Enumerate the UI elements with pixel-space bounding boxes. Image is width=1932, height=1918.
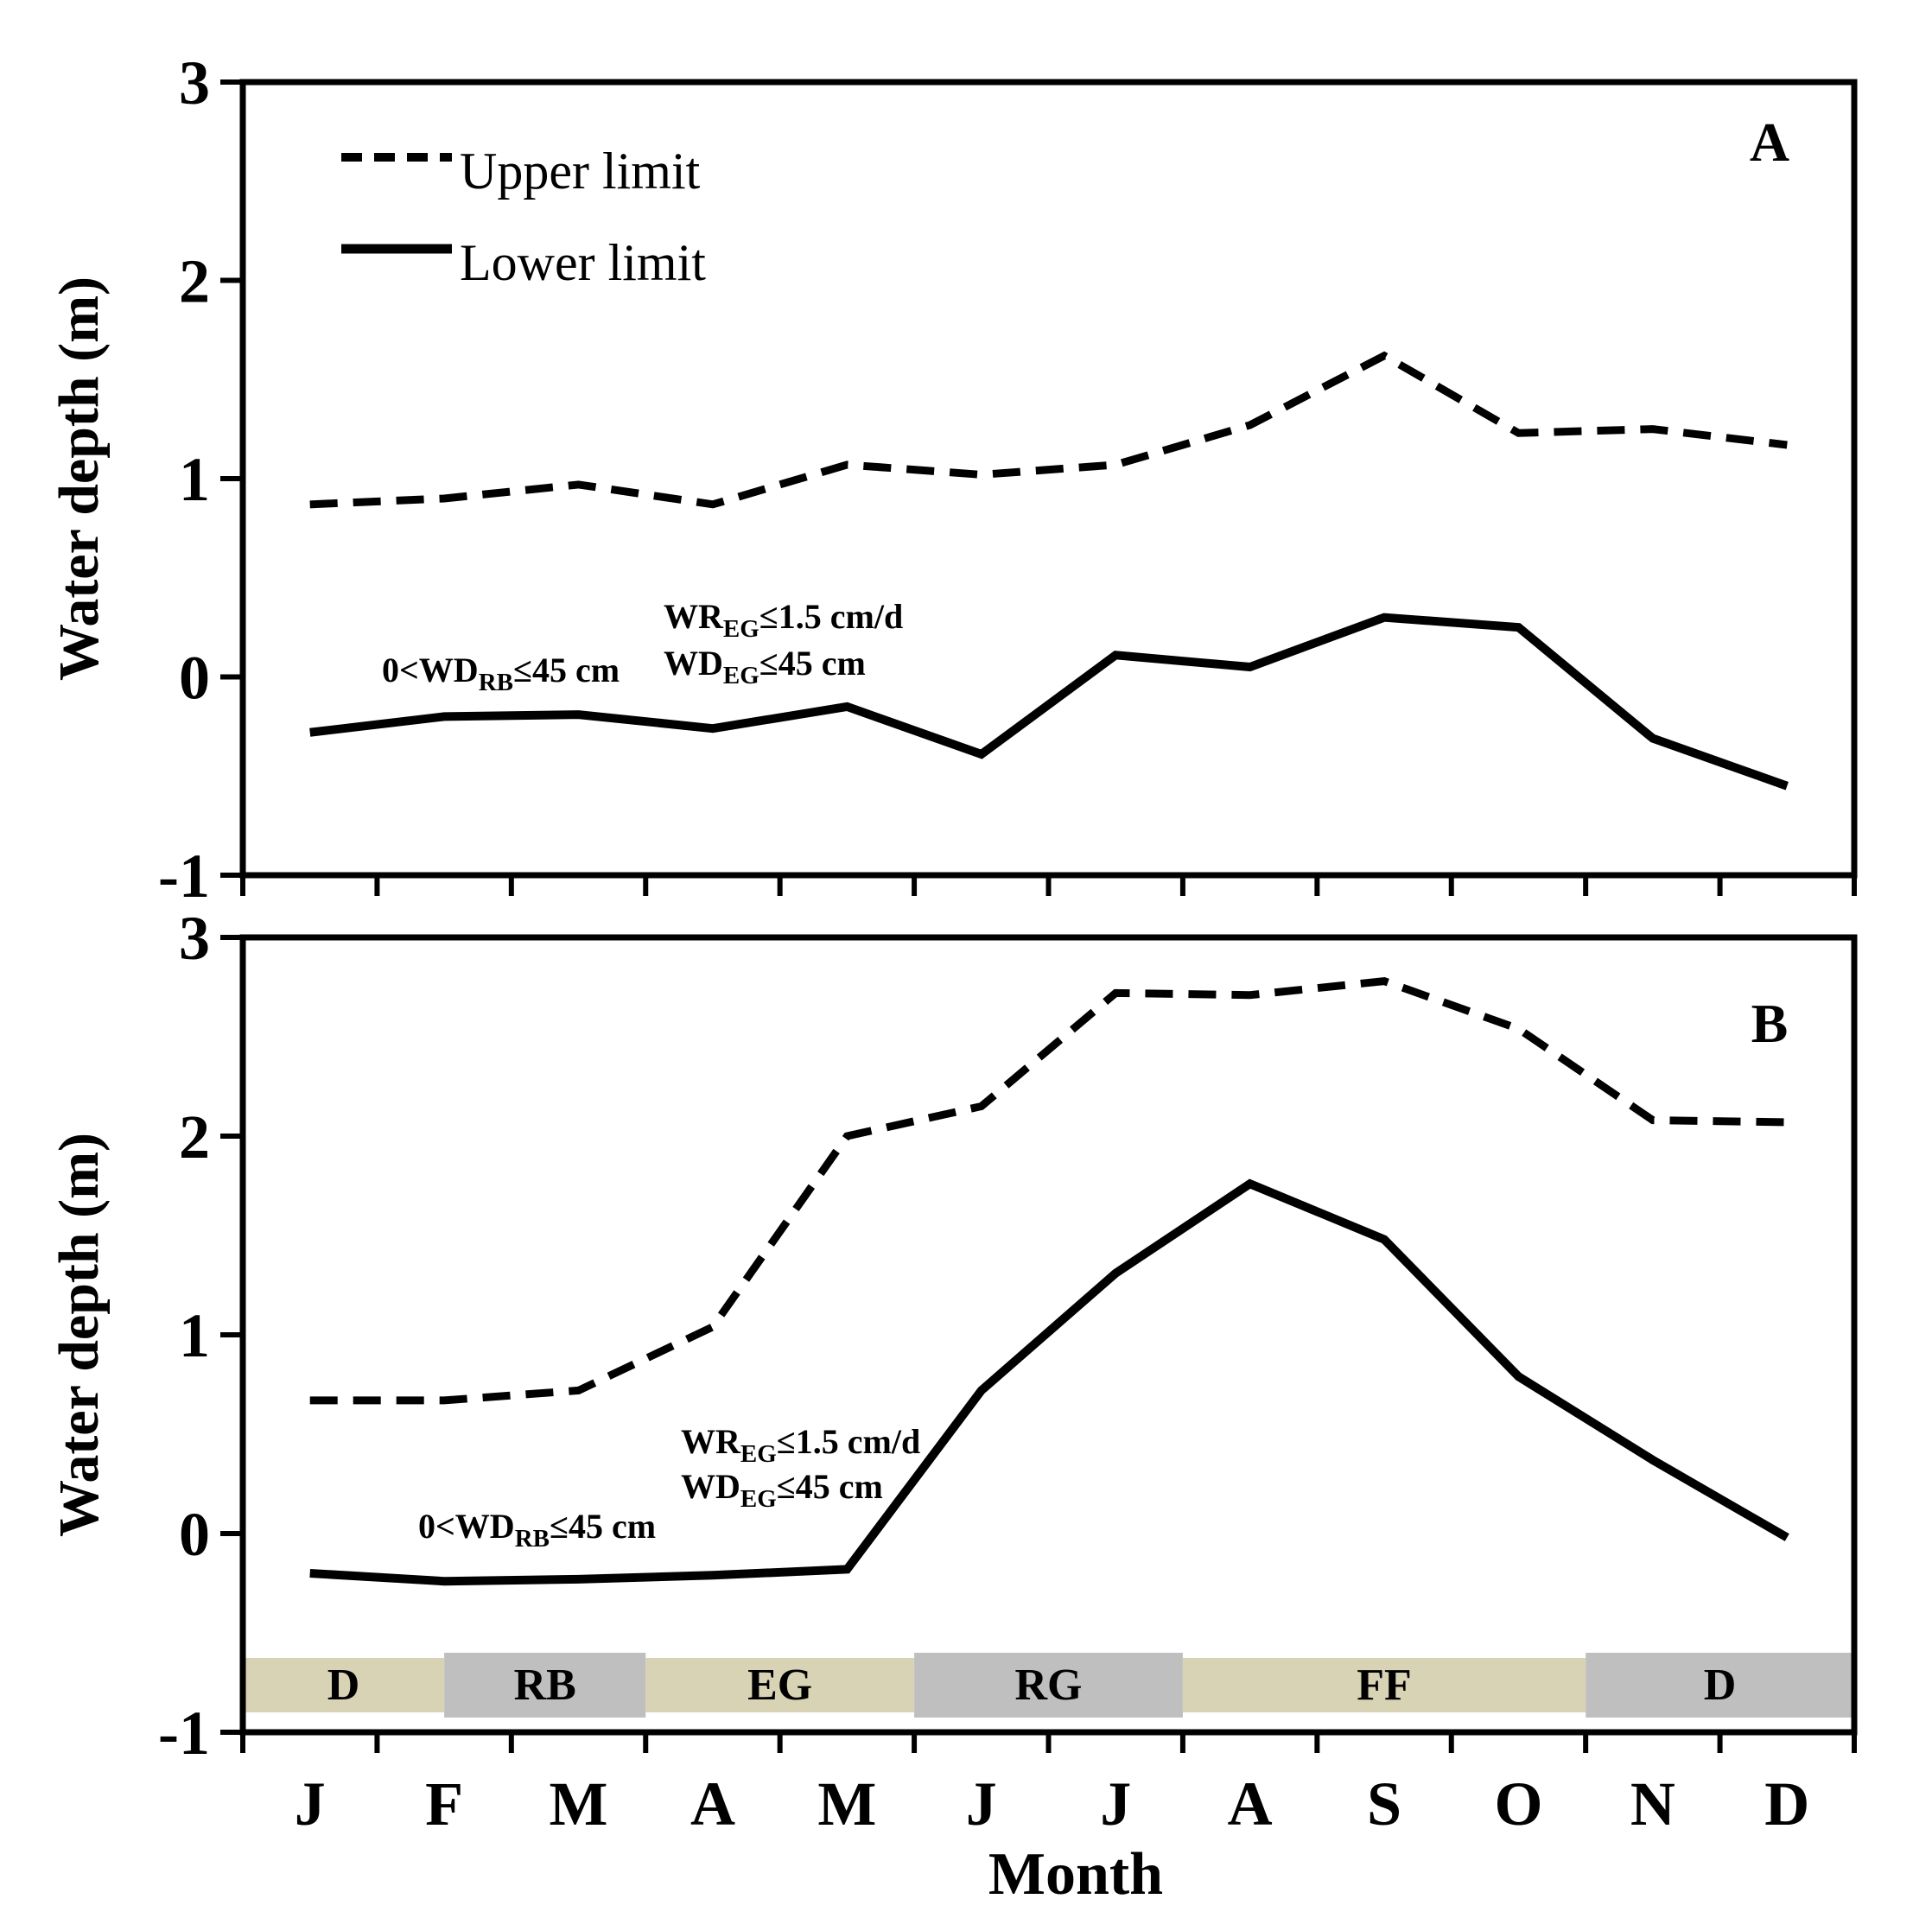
y-tick-label: 2 (179, 246, 210, 316)
x-tick-label-month: N (1630, 1769, 1675, 1839)
phase-label-ff: FF (1357, 1661, 1412, 1710)
annotation-a-1: $WD_{EG}\le 45$ cm (664, 644, 866, 689)
phase-label-d: D (327, 1661, 360, 1710)
x-tick-label-month: A (1227, 1769, 1273, 1839)
x-tick-label-month: A (690, 1769, 735, 1839)
x-tick-label-month: D (1764, 1769, 1810, 1839)
x-tick-label-month: S (1367, 1769, 1402, 1839)
phase-label-rg: RG (1014, 1661, 1083, 1710)
y-tick-label: 2 (179, 1102, 210, 1172)
phase-label-eg: EG (747, 1661, 813, 1710)
y-tick-label: 1 (179, 1301, 210, 1370)
panel-letter-b: B (1751, 993, 1789, 1054)
x-tick-label-month: J (294, 1769, 326, 1839)
y-tick-label: -1 (158, 842, 210, 911)
y-axis-title-text-a: Water depth (m) (48, 276, 111, 682)
y-tick-label: 0 (179, 643, 210, 713)
x-tick-label-month: M (817, 1769, 877, 1839)
phase-label-d: D (1703, 1661, 1737, 1710)
y-tick-label: 1 (179, 445, 210, 514)
series-lower-limit (310, 1184, 1788, 1581)
phase-label-rb: RB (513, 1661, 576, 1710)
annotation-b-1: $WD_{EG}\le 45$ cm (681, 1467, 883, 1513)
x-tick-label-month: F (425, 1769, 464, 1839)
x-axis-title: Month (988, 1841, 1164, 1908)
x-tick-label-month: M (549, 1769, 608, 1839)
y-axis-title-text-b: Water depth (m) (48, 1132, 111, 1538)
legend-label-lower: Lower limit (460, 234, 706, 291)
y-tick-label: 3 (179, 904, 210, 973)
y-tick-label: -1 (158, 1699, 210, 1768)
legend-label-upper: Upper limit (460, 143, 701, 200)
y-tick-label: 0 (179, 1500, 210, 1569)
x-tick-label-month: O (1494, 1769, 1543, 1839)
annotation-b-0: $WR_{EG}\le 1.5$ cm/d (681, 1422, 921, 1468)
annotation-a-2: $0<WD_{RB}\le 45$ cm (382, 651, 620, 696)
x-tick-label-month: J (965, 1769, 997, 1839)
panel-letter-a: A (1749, 111, 1790, 173)
y-tick-label: 3 (179, 48, 210, 117)
annotation-b-2: $0<WD_{RB}\le 45$ cm (418, 1507, 657, 1553)
series-upper-limit (310, 356, 1788, 505)
annotation-a-0: $WR_{EG}\le 1.5$ cm/d (664, 597, 904, 643)
series-lower-limit (310, 618, 1788, 786)
x-tick-label-month: J (1100, 1769, 1132, 1839)
